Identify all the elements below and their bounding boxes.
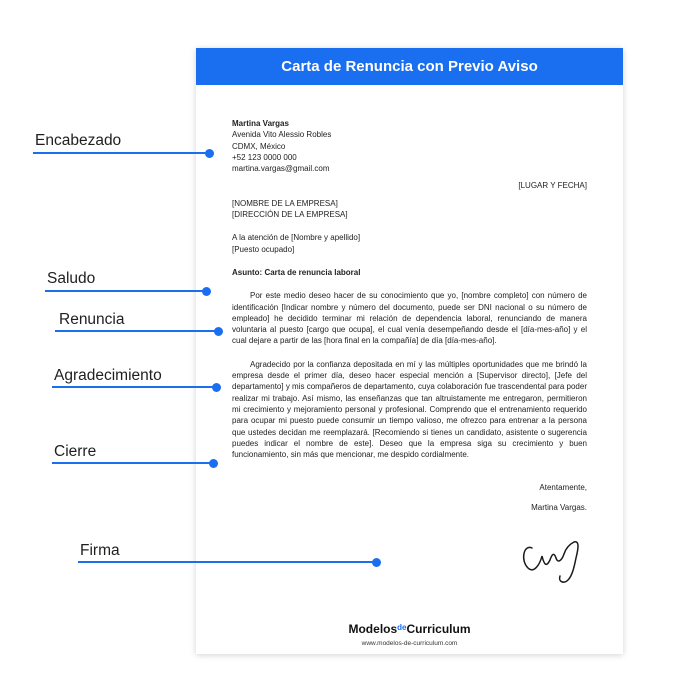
callout-dot-saludo <box>202 287 211 296</box>
company-name: [NOMBRE DE LA EMPRESA] <box>232 198 338 208</box>
company-address: [DIRECCIÓN DE LA EMPRESA] <box>232 210 348 220</box>
sender-address: Avenida Vito Alessio Robles <box>232 130 332 140</box>
brand-url: www.modelos-de-curriculum.com <box>361 640 458 647</box>
callout-firma: Firma <box>80 542 120 559</box>
callout-line-encabezado <box>33 152 209 154</box>
callout-line-renuncia <box>55 330 218 332</box>
title-banner <box>196 48 623 85</box>
callout-dot-renuncia <box>214 327 223 336</box>
callout-renuncia: Renuncia <box>59 311 125 328</box>
callout-line-agradecimiento <box>52 386 216 388</box>
letter-body <box>232 118 587 513</box>
callout-encabezado: Encabezado <box>35 132 122 149</box>
sender-name: Martina Vargas <box>232 119 289 128</box>
gratitude-paragraph: Agradecido por la confianza depositada en mí y las múltiples oportunidades que me brindó la empresa desde el primer día, deseo hacer especial mención a [Supervisor directo], [Jefe del departamento] y mis compañeros de departamento, cuya colaboración fue trascendental para poder realizar mi trabajo. Así mismo, las enseñanzas que tan altruistamente me entregaron, permitieron mi crecimiento y mejoramiento personal y profesional. Comprendo que el entrenamiento requerido para ocupar mi puesto puede consumir un tiempo valioso, me ofrezco para entrenar a la persona que ustedes decidan me reemplazará. [Recomiendo si tienes un candidato, asistente o sugerencia puedes indicar el nombre de este]. Deseo que la empresa siga su crecimiento y buen funcionamiento, sin más que mencionar, me despido cordialmente. <box>232 359 587 460</box>
recipient-position: [Puesto ocupado] <box>232 244 295 254</box>
closing-name: Martina Vargas. <box>531 502 587 512</box>
brand-logo: Modelos$^{de}$Curriculum <box>348 622 471 636</box>
callout-saludo: Saludo <box>47 270 96 287</box>
sender-phone: +52 123 0000 000 <box>232 152 297 162</box>
page-title: Carta de Renuncia con Previo Aviso <box>281 58 538 75</box>
callout-dot-encabezado <box>205 149 214 158</box>
callout-line-firma <box>78 561 377 563</box>
callout-dot-cierre <box>209 459 218 468</box>
callout-agradecimiento: Agradecimiento <box>54 367 162 384</box>
callout-dot-firma <box>372 558 381 567</box>
callout-line-saludo <box>45 290 206 292</box>
letter-page <box>196 48 623 654</box>
place-date: [LUGAR Y FECHA] <box>518 181 587 191</box>
callout-dot-agradecimiento <box>212 383 221 392</box>
closing-farewell: Atentamente, <box>539 483 587 493</box>
handwritten-signature <box>518 530 590 586</box>
callout-cierre: Cierre <box>54 443 97 460</box>
subject-line: Asunto: Carta de renuncia laboral <box>232 267 361 277</box>
sender-email: martina.vargas@gmail.com <box>232 164 330 174</box>
recipient-attention: A la atención de [Nombre y apellido] <box>232 233 361 243</box>
resignation-paragraph: Por este medio deseo hacer de su conocimiento que yo, [nombre completo] con número de identificación [Indicar nombre y número del documento, puede ser DNI nacional o su número de empleado] he decidido terminar mi relación de dependencia laboral, renunciando de manera voluntaria al puesto [cargo que ocupa], el cual venía desempeñando desde el [día-mes-año] y el cual dejare a partir de las [hora final en la compañía] de día [día-mes-año]. <box>232 291 587 346</box>
sender-city: CDMX, México <box>232 141 286 151</box>
callout-line-cierre <box>52 462 213 464</box>
